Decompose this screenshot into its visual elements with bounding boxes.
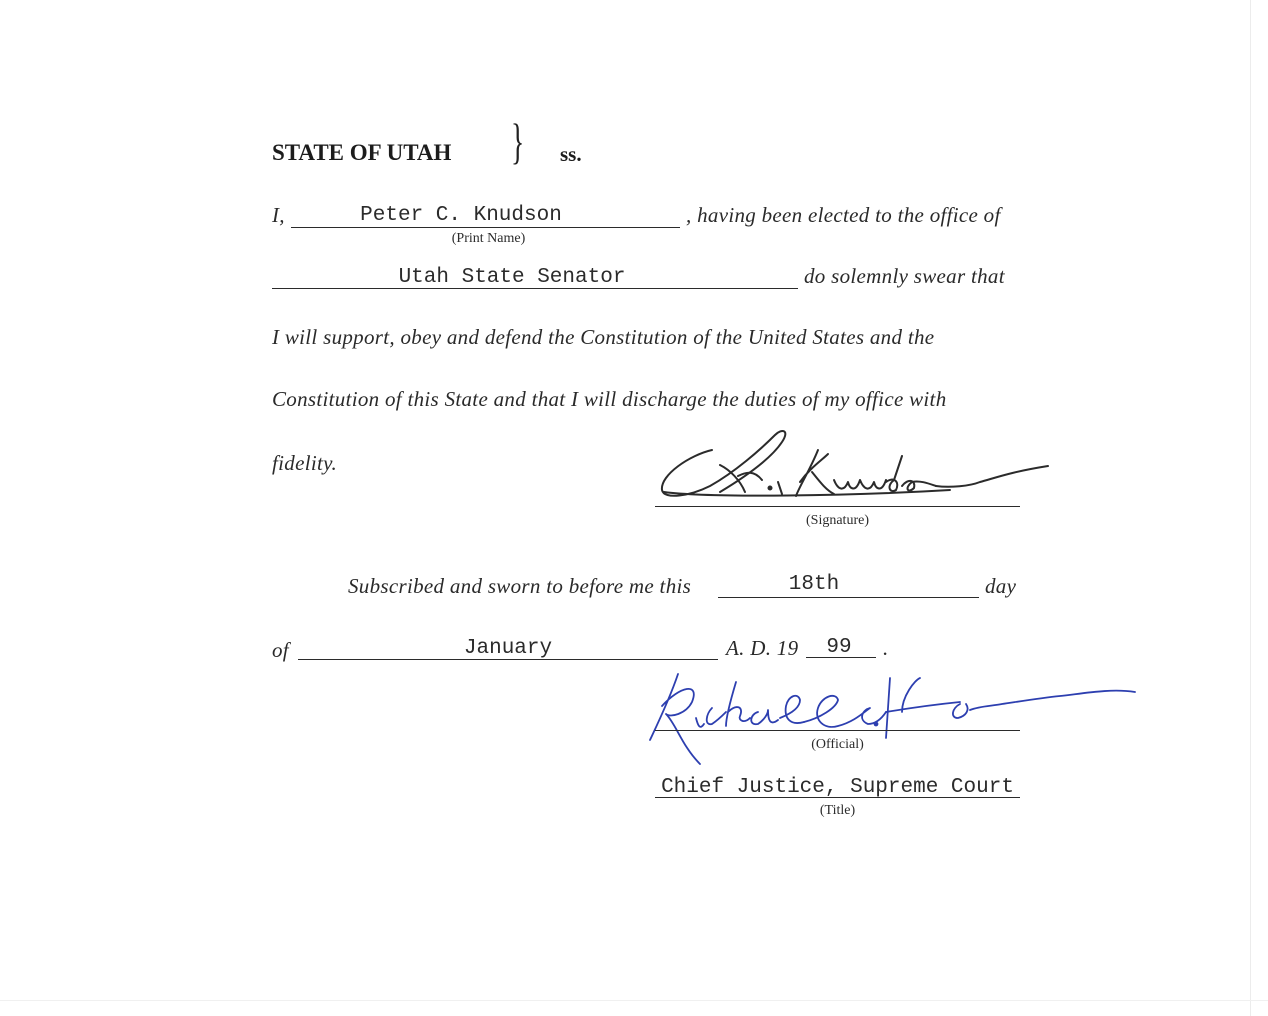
month-value: January — [463, 637, 553, 660]
day-line — [718, 597, 979, 598]
of-label: of — [272, 638, 289, 662]
official-signature — [640, 668, 1140, 768]
print-name-caption: (Print Name) — [451, 231, 526, 246]
official-caption: (Official) — [811, 737, 864, 752]
signature-line — [655, 506, 1020, 507]
print-name-value: Peter C. Knudson — [360, 204, 562, 227]
oath-line-3: I will support, obey and defend the Constitution of the United States and the — [272, 325, 935, 349]
oath-pronoun: I, — [272, 203, 285, 227]
office-value: Utah State Senator — [398, 266, 626, 289]
header-ss: ss. — [560, 142, 582, 166]
subscribed-text: Subscribed and sworn to before me this — [348, 574, 692, 598]
page-edge-right — [1250, 0, 1251, 1016]
oath-taker-signature — [650, 420, 1060, 510]
oath-line-4: Constitution of this State and that I will discharge the duties of my office with — [272, 387, 947, 411]
print-name-line — [291, 227, 680, 228]
elected-text: , having been elected to the office of — [686, 203, 1001, 227]
state-heading: STATE OF UTAH — [272, 140, 452, 165]
header-brace: } — [511, 113, 525, 169]
ad-label: A. D. 19 — [726, 636, 799, 660]
swear-text: do solemnly swear that — [804, 264, 1005, 288]
signature-caption: (Signature) — [806, 513, 869, 528]
title-caption: (Title) — [819, 803, 856, 818]
day-value: 18th — [788, 573, 840, 596]
oath-line-5: fidelity. — [272, 451, 338, 475]
official-line — [655, 730, 1020, 731]
page-edge-bottom — [0, 1000, 1268, 1001]
date-period: . — [883, 636, 889, 660]
title-value: Chief Justice, Supreme Court — [661, 776, 1014, 799]
year-value: 99 — [826, 636, 852, 659]
day-label: day — [985, 574, 1017, 598]
